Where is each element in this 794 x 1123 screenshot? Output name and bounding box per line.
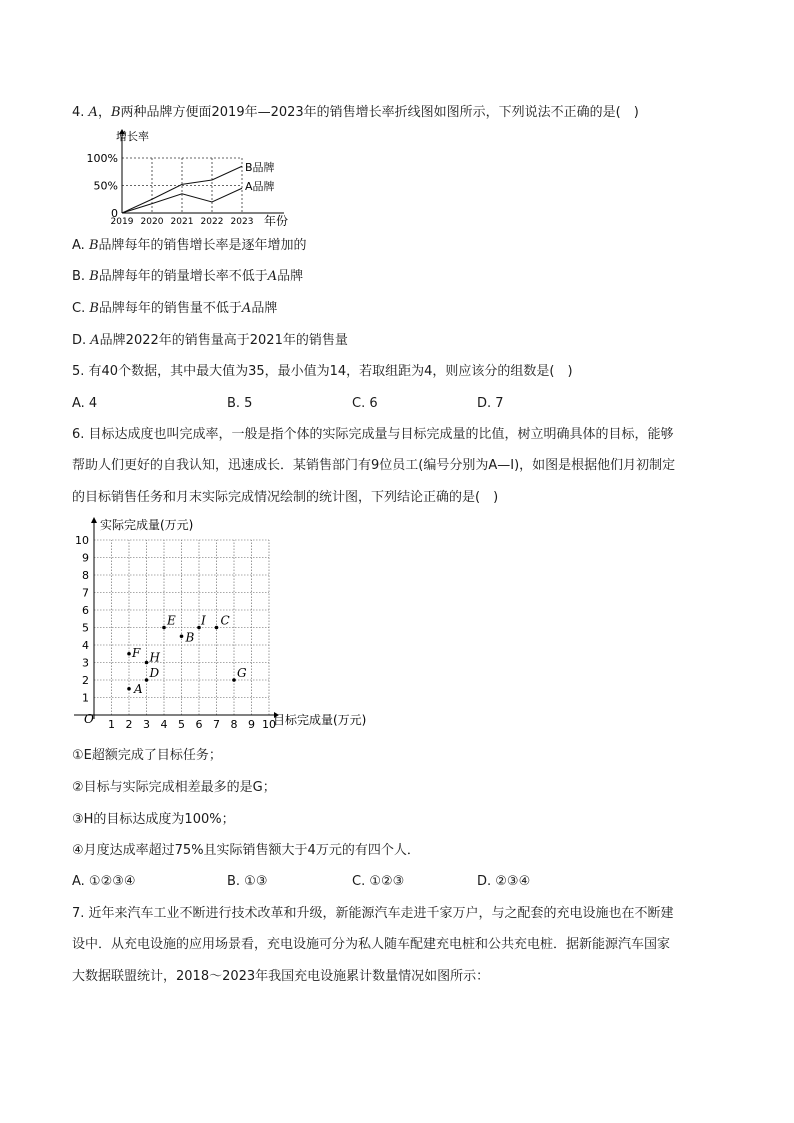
q4-option-d-var: A [90, 333, 100, 348]
q6-point-label-d: D [149, 666, 160, 680]
q5-stem: 5. 有40个数据，其中最大值为35，最小值为14，若取组距为4，则应该分的组数是( ) [72, 364, 573, 379]
q6-ylabel: 实际完成量(万元) [100, 518, 194, 532]
q4-ticks [87, 152, 254, 227]
q6-stem-line1: 6. 目标达成度也叫完成率，一般是指个体的实际完成量与目标完成量的比值，树立明确具体的目标，能够 [72, 427, 674, 442]
q4-number: 4. [72, 105, 89, 120]
q4-ylabel: 增长率 [116, 130, 149, 143]
q4-option-c-var2: A [241, 301, 252, 316]
q6-xtick-label: 6 [195, 718, 203, 731]
q6-stem-line2: 帮助人们更好的自我认知，迅速成长．某销售部门有9位员工(编号分别为A—I)，如图是根据他们月初制定 [72, 458, 676, 473]
q4-option-a-text: 品牌每年的销售增长率是逐年增加的 [98, 238, 307, 253]
q6-xtick-label: 7 [213, 718, 220, 731]
q4-line-chart [74, 128, 314, 228]
q6-points [127, 614, 247, 696]
q4-sep: ， [97, 105, 111, 120]
q6-point-label-f: F [132, 645, 141, 660]
q6-ytick-label: 5 [82, 621, 89, 635]
q4-var-b: B [110, 105, 121, 120]
q4-option-a [72, 236, 307, 256]
q6-ytick-label: 4 [82, 639, 89, 652]
q4-xtick-label: 2022 [200, 217, 224, 227]
q5-option-d: D. 7 [477, 396, 504, 411]
q4-stem [72, 103, 639, 123]
q6-xlabel: 目标完成量(万元) [273, 713, 367, 727]
q6-xtick-label: 2 [125, 718, 133, 731]
q6-xtick-label: 10 [262, 718, 276, 731]
q6-axes [74, 517, 279, 719]
q6-ytick-label: 2 [82, 674, 89, 687]
q6-point-label-e: E [167, 613, 176, 628]
q6-xtick-label: 5 [178, 718, 185, 731]
q4-xtick-label: 2020 [140, 217, 164, 227]
q6-point-h [145, 661, 149, 665]
q6-option-a: A. ①②③④ [72, 874, 136, 889]
q6-ytick-label: 9 [82, 551, 89, 565]
q6-point-label-h: H [149, 650, 160, 665]
q5-option-b: B. 5 [227, 396, 253, 411]
q4-option-b-prefix: B. [72, 269, 90, 284]
q4-option-c-text: 品牌每年的销售量不低于 [98, 301, 242, 316]
q4-xtick-label: 2021 [170, 217, 194, 227]
q6-xtick-label: 8 [230, 718, 238, 731]
q4-ytick-label: 100% [86, 152, 118, 165]
q6-ytick-label: 8 [82, 569, 89, 582]
q6-option-d: D. ②③④ [477, 874, 531, 889]
q4-xtick-label: 2019 [110, 217, 134, 227]
q6-statement-4: ④月度达成率超过75%且实际销售额大于4万元的有四个人． [72, 843, 420, 858]
q6-xtick-label: 1 [108, 718, 115, 731]
q5-option-c: C. 6 [352, 396, 378, 411]
q4-option-a-prefix: A. [72, 238, 89, 253]
q4-legend-b: B品牌 [245, 161, 275, 174]
q4-option-c-text2: 品牌 [251, 301, 278, 316]
q6-point-f [127, 652, 131, 656]
q4-series [122, 166, 242, 213]
q6-point-e [162, 626, 166, 630]
q4-option-b-var2: A [267, 269, 278, 284]
q6-point-label-c: C [220, 613, 230, 628]
q6-xtick-label: 9 [248, 718, 255, 731]
q6-point-label-a: A [134, 681, 143, 696]
q4-option-d [72, 331, 348, 351]
q7-stem-line2: 设中．从充电设施的应用场景看，充电设施可分为私人随车配建充电桩和公共充电桩．据新能源汽车国家 [72, 937, 671, 952]
q6-point-c [215, 626, 219, 630]
q6-stem-line3: 的目标销售任务和月末实际完成情况绘制的统计图，下列结论正确的是( ) [72, 490, 499, 505]
q4-option-b-var: B [89, 269, 99, 284]
q4-option-b-text: 品牌每年的销量增长率不低于 [98, 269, 268, 284]
q4-xtick-label: 2023 [230, 217, 254, 227]
q6-ytick-label: 7 [82, 586, 89, 600]
q6-point-label-g: G [237, 666, 247, 680]
q6-scatter-chart [74, 515, 374, 735]
q6-point-b [180, 634, 184, 638]
q4-stem-text: 两种品牌方便面2019年—2023年的销售增长率折线图如图所示，下列说法不正确的是( ) [120, 105, 639, 120]
q6-xtick-label: 3 [143, 718, 150, 731]
q6-statement-2: ②目标与实际完成相差最多的是G； [72, 780, 276, 795]
q6-option-b: B. ①③ [227, 874, 268, 889]
q6-origin: O [84, 712, 94, 726]
q6-statement-3: ③H的目标达成度为100%； [72, 812, 235, 827]
q4-legend-a: A品牌 [245, 180, 275, 193]
q4-option-c-prefix: C. [72, 301, 90, 316]
q6-ytick-label: 10 [75, 534, 89, 547]
q7-stem-line3: 大数据联盟统计，2018～2023年我国充电设施累计数量情况如图所示： [72, 969, 490, 984]
q4-ytick-label: 50% [93, 179, 118, 193]
q4-option-c-var: B [89, 301, 99, 316]
q4-option-c [72, 299, 277, 319]
q4-series-line-b [122, 166, 242, 213]
q6-point-label-b: B [185, 630, 195, 645]
q6-statement-1: ①E超额完成了目标任务； [72, 748, 222, 763]
q6-ytick-label: 1 [82, 691, 89, 705]
q6-ytick-label: 6 [82, 604, 89, 617]
q6-point-a [127, 687, 131, 691]
q6-ticks [75, 534, 276, 731]
q4-ytick-label: 0 [111, 207, 118, 220]
q6-point-label-i: I [201, 613, 206, 628]
q6-point-g [232, 678, 236, 682]
q4-var-a: A [88, 105, 98, 120]
q6-y-arrow [91, 517, 97, 523]
q6-ytick-label: 3 [82, 656, 89, 670]
q6-grid [94, 540, 269, 715]
q5-option-a: A. 4 [72, 396, 98, 411]
q6-xtick-label: 4 [160, 718, 168, 731]
q4-option-d-text: 品牌2022年的销售量高于2021年的销售量 [99, 333, 348, 348]
q4-xlabel: 年份 [264, 214, 289, 228]
q6-option-c: C. ①②③ [352, 874, 405, 889]
q4-option-d-prefix: D. [72, 333, 91, 348]
q6-point-d [145, 678, 149, 682]
q4-option-a-var: B [88, 238, 99, 253]
q7-stem-line1: 7. 近年来汽车工业不断进行技术改革和升级，新能源汽车走进千家万户，与之配套的充电设施也在不断建 [72, 906, 674, 921]
q4-option-b [72, 267, 303, 287]
q4-option-b-text2: 品牌 [277, 269, 304, 284]
